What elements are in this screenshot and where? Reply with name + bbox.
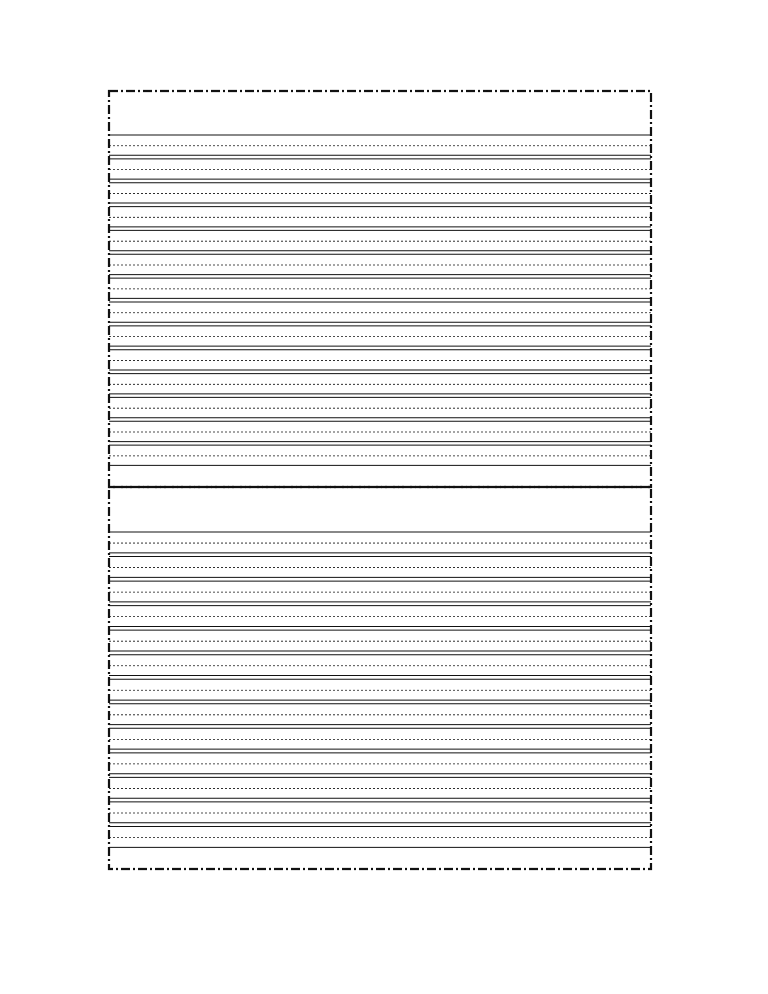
writing-row <box>109 350 651 370</box>
writing-row <box>109 159 651 179</box>
writing-row <box>109 655 651 676</box>
writing-row <box>109 207 651 227</box>
writing-row <box>109 278 651 298</box>
writing-row <box>109 557 651 578</box>
writing-row <box>109 254 651 274</box>
writing-row <box>109 581 651 602</box>
writing-row <box>109 753 651 774</box>
writing-row <box>109 630 651 651</box>
writing-row <box>109 606 651 627</box>
writing-row <box>109 421 651 441</box>
writing-row <box>109 326 651 346</box>
writing-row <box>109 728 651 749</box>
writing-row <box>109 445 651 465</box>
lower-writing-panel <box>109 487 651 869</box>
writing-row <box>109 230 651 250</box>
writing-row <box>109 302 651 322</box>
writing-row <box>109 802 651 823</box>
writing-row <box>109 826 651 847</box>
writing-row <box>109 777 651 798</box>
writing-row <box>109 183 651 203</box>
panel-border <box>109 487 651 869</box>
writing-row <box>109 374 651 394</box>
writing-row <box>109 704 651 725</box>
writing-row <box>109 397 651 417</box>
writing-row <box>109 532 651 553</box>
upper-writing-panel <box>109 91 651 487</box>
writing-row <box>109 679 651 700</box>
writing-row <box>109 135 651 155</box>
